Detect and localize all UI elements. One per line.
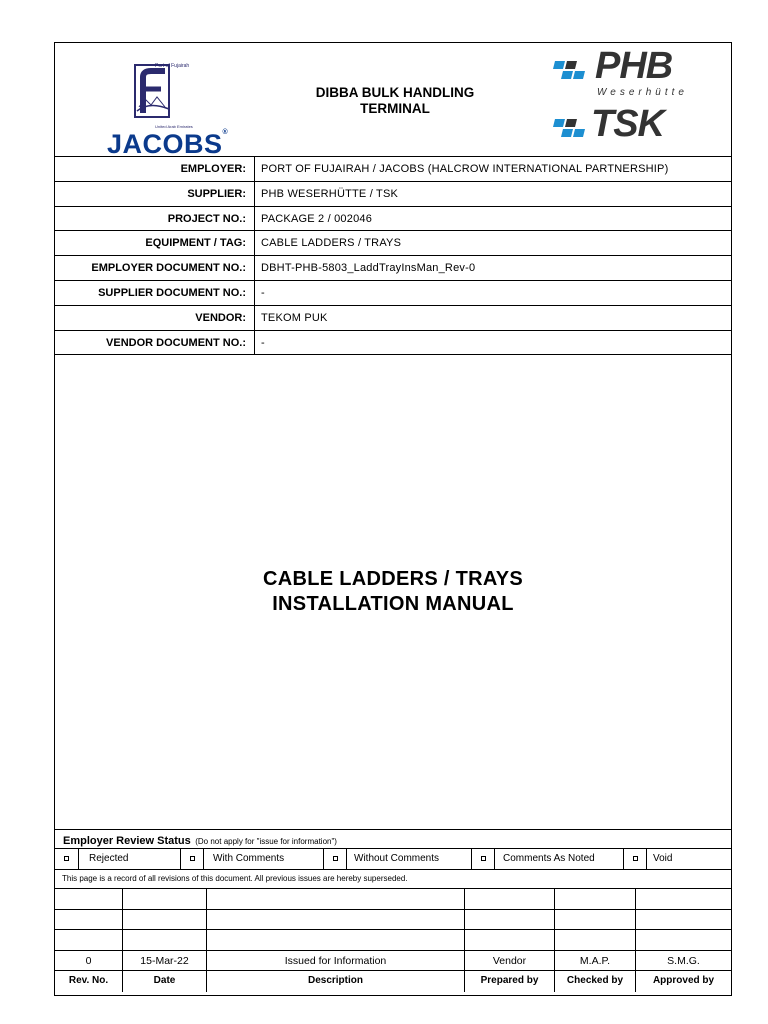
info-value: PACKAGE 2 / 002046 — [261, 212, 373, 225]
cell-checked-by: M.A.P. — [555, 951, 636, 971]
main-title-line2: INSTALLATION MANUAL — [272, 593, 514, 615]
cell-date — [123, 910, 207, 930]
cell-description — [207, 930, 465, 950]
info-row-employer-document-no — [55, 256, 731, 281]
cell-prepared-by: Vendor — [465, 951, 555, 971]
info-label: SUPPLIER DOCUMENT NO.: — [55, 281, 255, 305]
revision-row-0 — [55, 951, 731, 972]
info-label: PROJECT NO.: — [55, 207, 255, 231]
info-label: VENDOR: — [55, 306, 255, 330]
info-value: DBHT-PHB-5803_LaddTrayInsMan_Rev-0 — [261, 262, 476, 275]
revision-record-note: This page is a record of all revisions of this document. All previous issues are hereby superseded. — [55, 870, 731, 889]
header-title-line1: DIBBA BULK HANDLING — [315, 85, 475, 100]
phb-logo-text: PHB — [595, 45, 673, 87]
checkbox-square-icon — [190, 856, 195, 861]
document-info-table — [55, 157, 731, 355]
info-row-vendor-document-no — [55, 331, 731, 356]
checkbox-void[interactable] — [623, 849, 647, 869]
tsk-logo — [551, 103, 721, 149]
info-row-supplier — [55, 182, 731, 207]
cell-approved-by: S.M.G. — [667, 954, 700, 967]
checkbox-square-icon — [333, 856, 338, 861]
header-description: Description — [207, 971, 465, 992]
revision-row-empty — [55, 889, 731, 910]
checkbox-square-icon — [64, 856, 69, 861]
review-status-heading — [55, 829, 731, 849]
cell-description — [207, 910, 465, 930]
cell-description: Issued for Information — [207, 951, 465, 971]
cell-date — [123, 930, 207, 950]
fujairah-subcaption: United Arab Emirates — [155, 124, 193, 129]
header-approved-by: Approved by — [652, 975, 715, 987]
cell-description — [207, 889, 465, 909]
phb-mark-icon — [551, 55, 593, 87]
header-rev-no: Rev. No. — [55, 971, 123, 992]
info-label: SUPPLIER: — [55, 182, 255, 206]
phb-logo — [551, 45, 721, 99]
info-row-vendor — [55, 306, 731, 331]
fujairah-caption: Port of Fujairah — [155, 63, 190, 69]
phb-logo-subtext: Weserhütte — [597, 87, 688, 98]
cell-date — [123, 889, 207, 909]
info-label: EQUIPMENT / TAG: — [55, 231, 255, 255]
tsk-logo-text: TSK — [591, 103, 664, 145]
checkbox-comments-as-noted[interactable] — [471, 849, 495, 869]
revision-row-empty — [55, 930, 731, 951]
tsk-mark-icon — [551, 113, 593, 145]
option-label-rejected: Rejected — [89, 853, 129, 864]
cell-prepared-by — [465, 910, 555, 930]
option-label-comments-as-noted: Comments As Noted — [503, 853, 595, 864]
main-title-line1: CABLE LADDERS / TRAYS — [262, 568, 524, 590]
employer-review-section — [55, 829, 731, 889]
info-label: EMPLOYER: — [55, 157, 255, 181]
info-row-supplier-document-no — [55, 281, 731, 306]
review-status-title: Employer Review Status — [63, 835, 191, 847]
info-value: PORT OF FUJAIRAH / JACOBS (HALCROW INTERNATIONAL PARTNERSHIP) — [261, 163, 669, 175]
info-value: CABLE LADDERS / TRAYS — [261, 237, 402, 250]
review-status-options — [55, 849, 731, 870]
revision-table-header — [55, 971, 731, 992]
checkbox-rejected[interactable] — [55, 849, 79, 869]
employer-logos — [79, 53, 239, 159]
header-date: Date — [123, 971, 207, 992]
document-main-title — [55, 567, 731, 617]
cell-prepared-by — [465, 930, 555, 950]
document-sheet — [54, 42, 732, 996]
info-value: PHB WESERHÜTTE / TSK — [261, 187, 399, 200]
cell-rev-no: 0 — [55, 951, 123, 971]
review-status-note: (Do not apply for "issue for information") — [195, 837, 337, 846]
checkbox-without-comments[interactable] — [323, 849, 347, 869]
cell-approved-by — [636, 889, 731, 909]
info-label: VENDOR DOCUMENT NO.: — [55, 331, 255, 355]
info-label: EMPLOYER DOCUMENT NO.: — [55, 256, 255, 280]
revision-row-empty — [55, 910, 731, 931]
header-checked-by: Checked by — [555, 971, 636, 992]
header-title — [275, 85, 515, 117]
header-title-line2: TERMINAL — [360, 101, 430, 116]
info-row-project-no — [55, 207, 731, 232]
cell-rev-no — [55, 930, 123, 950]
cell-prepared-by — [465, 889, 555, 909]
info-value: - — [261, 286, 265, 299]
document-header — [55, 43, 731, 157]
info-row-employer — [55, 157, 731, 182]
checkbox-square-icon — [481, 856, 486, 861]
info-value: - — [261, 336, 265, 349]
header-prepared-by: Prepared by — [465, 971, 555, 992]
jacobs-logo-text: JACOBS — [107, 129, 223, 159]
cell-approved-by — [636, 930, 731, 950]
cell-approved-by — [636, 910, 731, 930]
cell-checked-by — [555, 930, 636, 950]
cell-rev-no — [55, 910, 123, 930]
info-row-equipment-tag — [55, 231, 731, 256]
cell-date: 15-Mar-22 — [123, 951, 207, 971]
option-label-without-comments: Without Comments — [354, 853, 440, 864]
cell-rev-no — [55, 889, 123, 909]
option-label-with-comments: With Comments — [213, 853, 285, 864]
cell-checked-by — [555, 910, 636, 930]
port-of-fujairah-logo — [129, 61, 179, 131]
option-label-void: Void — [653, 853, 673, 864]
checkbox-with-comments[interactable] — [180, 849, 204, 869]
revision-table — [55, 889, 731, 992]
info-value: TEKOM PUK — [261, 311, 328, 324]
cell-checked-by — [555, 889, 636, 909]
checkbox-square-icon — [633, 856, 638, 861]
jacobs-logo: JACOBS® — [107, 129, 229, 159]
